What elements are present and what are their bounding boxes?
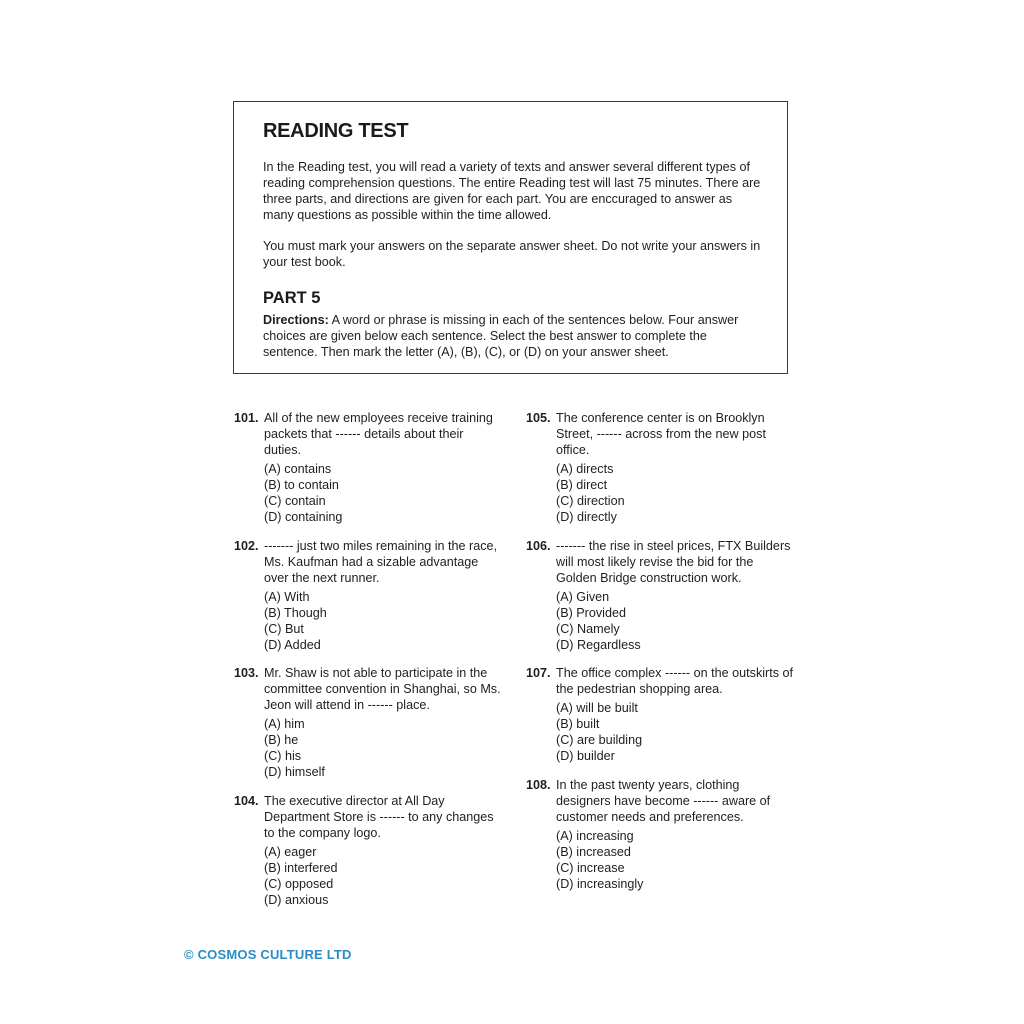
question-number: 101. xyxy=(234,411,259,425)
directions-paragraph xyxy=(263,312,763,360)
answer-option: (B) direct xyxy=(556,478,608,492)
answer-option: (D) Added xyxy=(264,637,321,652)
answer-options xyxy=(264,589,504,653)
answer-option: (D) anxious xyxy=(264,892,329,907)
directions-text: A word or phrase is missing in each of the sentences below. Four answer choices are given below each sentence. Select the best answer to complete the sentence. Then mark the letter (A), (B), (C), or (D) on your answer sheet. xyxy=(263,313,739,359)
answer-option: (A) him xyxy=(264,717,305,732)
question-item xyxy=(234,410,504,525)
answer-options xyxy=(264,844,504,908)
question-text: ------- the rise in steel prices, FTX Builders will most likely revise the bid for the Golden Bridge construction work. xyxy=(556,538,791,585)
question-number: 103. xyxy=(234,666,259,681)
answer-option: (B) interfered xyxy=(264,860,338,875)
answer-options xyxy=(264,461,504,525)
answer-options xyxy=(556,828,796,892)
question-number: 106. xyxy=(526,538,551,553)
answer-option: (D) increasingly xyxy=(556,876,644,891)
questions-left-column xyxy=(234,410,504,920)
page-title: READING TEST xyxy=(263,120,409,142)
answer-options xyxy=(556,589,796,653)
answer-option: (A) increasing xyxy=(556,828,634,843)
answer-option: (C) contain xyxy=(264,494,326,508)
question-text: The office complex ------ on the outskirts of the pedestrian shopping area. xyxy=(556,666,794,697)
question-text: Mr. Shaw is not able to participate in the committee convention in Shanghai, so Ms. Jeon will attend in ------ place. xyxy=(264,666,501,713)
answer-option: (C) his xyxy=(264,749,302,764)
directions-label: Directions: xyxy=(263,313,329,327)
answer-option: (B) to contain xyxy=(264,478,339,492)
answer-option: (B) increased xyxy=(556,844,631,859)
question-text: All of the new employees receive training packets that ------ details about their duties. xyxy=(264,411,493,457)
question-item xyxy=(526,410,796,525)
answer-option: (D) directly xyxy=(556,510,617,524)
answer-option: (C) increase xyxy=(556,860,625,875)
question-number: 105. xyxy=(526,411,551,425)
answer-option: (A) directs xyxy=(556,462,614,476)
question-number: 104. xyxy=(234,793,259,808)
answer-options xyxy=(264,716,504,780)
questions-right-column xyxy=(526,410,796,904)
answer-option: (A) Given xyxy=(556,589,610,604)
question-number: 107. xyxy=(526,666,551,681)
answer-option: (D) containing xyxy=(264,510,343,524)
answer-option: (B) Provided xyxy=(556,605,626,620)
question-number: 108. xyxy=(526,777,551,792)
answer-option: (C) direction xyxy=(556,494,625,508)
answer-option: (D) Regardless xyxy=(556,637,641,652)
answer-option: (B) built xyxy=(556,717,600,732)
intro-paragraph-2: You must mark your answers on the separate answer sheet. Do not write your answers in your test book. xyxy=(263,239,761,269)
answer-option: (B) Though xyxy=(264,605,327,620)
question-item xyxy=(526,777,796,892)
question-item xyxy=(234,665,504,780)
intro-paragraph-1: In the Reading test, you will read a variety of texts and answer several different types of reading comprehension questions. The entire Reading test will last 75 minutes. There are three parts, and directions are given for each part. You are enccuraged to answer as many questions as possible within the time allowed. xyxy=(263,160,761,222)
question-text: The executive director at All Day Department Store is ------ to any changes to the company logo. xyxy=(264,793,494,840)
answer-option: (A) eager xyxy=(264,844,317,859)
answer-option: (A) contains xyxy=(264,462,332,476)
question-item xyxy=(234,793,504,908)
question-number: 102. xyxy=(234,538,259,553)
answer-option: (C) are building xyxy=(556,733,643,748)
answer-option: (C) But xyxy=(264,621,304,636)
answer-option: (A) With xyxy=(264,589,310,604)
question-item xyxy=(526,538,796,653)
question-item xyxy=(234,538,504,653)
question-text: In the past twenty years, clothing designers have become ------ aware of customer needs and preferences. xyxy=(556,777,771,824)
answer-options xyxy=(556,700,796,764)
answer-option: (C) opposed xyxy=(264,876,334,891)
part-title: PART 5 xyxy=(263,289,321,307)
question-text: ------- just two miles remaining in the race, Ms. Kaufman had a sizable advantage over the next runner. xyxy=(264,538,498,585)
question-item xyxy=(526,665,796,764)
answer-options xyxy=(556,461,796,525)
answer-option: (D) builder xyxy=(556,749,615,764)
answer-option: (B) he xyxy=(264,733,299,748)
question-text: The conference center is on Brooklyn Street, ------ across from the new post office. xyxy=(556,411,766,457)
answer-option: (A) will be built xyxy=(556,701,638,716)
answer-option: (D) himself xyxy=(264,765,325,780)
copyright-footer: © COSMOS CULTURE LTD xyxy=(184,947,352,962)
answer-option: (C) Namely xyxy=(556,621,620,636)
